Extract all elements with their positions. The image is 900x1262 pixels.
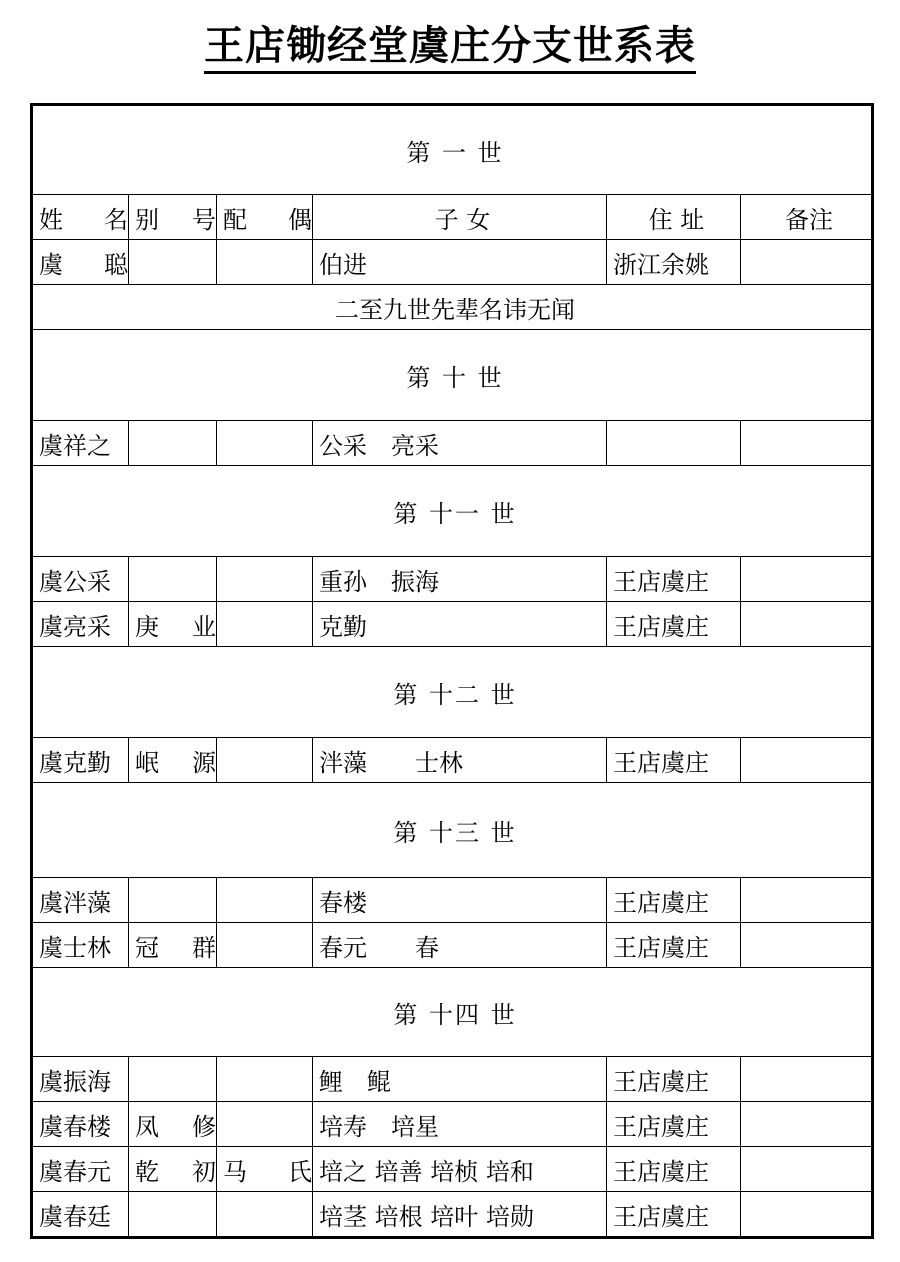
person-name: 虞振海: [32, 1057, 129, 1102]
person-note: [741, 421, 873, 466]
genealogy-table: [30, 103, 874, 1239]
person-note: [741, 1102, 873, 1147]
person-name: 虞春楼: [32, 1102, 129, 1147]
gen10-header-row: [32, 330, 873, 421]
person-spouse: [217, 1192, 313, 1238]
table-row: [32, 602, 873, 647]
person-address: 王店虞庄: [607, 923, 741, 968]
person-alias: 岷 源: [129, 738, 217, 783]
person-spouse: [217, 557, 313, 602]
gen1-header-row: [32, 105, 873, 195]
person-address: 王店虞庄: [607, 1147, 741, 1192]
table-row: [32, 240, 873, 285]
person-children: 春元 春: [313, 923, 607, 968]
person-children: 春楼: [313, 878, 607, 923]
person-alias: 凤 修: [129, 1102, 217, 1147]
person-name: 虞祥之: [32, 421, 129, 466]
person-address: 王店虞庄: [607, 738, 741, 783]
header-address: 住 址: [607, 195, 741, 240]
person-children: 泮藻 士林: [313, 738, 607, 783]
person-children: 伯进: [313, 240, 607, 285]
person-spouse: [217, 923, 313, 968]
person-address: 浙江余姚: [607, 240, 741, 285]
person-spouse: [217, 1057, 313, 1102]
person-spouse: [217, 878, 313, 923]
person-children: 培茎 培根 培叶 培勋: [313, 1192, 607, 1238]
gap-note: 二至九世先辈名讳无闻: [32, 285, 873, 330]
gen14-title: 第 十四 世: [32, 968, 873, 1057]
person-spouse: 马 氏: [217, 1147, 313, 1192]
person-name: 虞 聪: [32, 240, 129, 285]
header-children: 子 女: [313, 195, 607, 240]
person-spouse: [217, 738, 313, 783]
person-note: [741, 1057, 873, 1102]
person-address: 王店虞庄: [607, 602, 741, 647]
person-address: [607, 421, 741, 466]
person-note: [741, 1192, 873, 1238]
person-note: [741, 557, 873, 602]
header-spouse: 配 偶: [217, 195, 313, 240]
table-row: [32, 738, 873, 783]
person-alias: 冠 群: [129, 923, 217, 968]
person-note: [741, 240, 873, 285]
person-spouse: [217, 240, 313, 285]
person-note: [741, 878, 873, 923]
gen10-title: 第 十 世: [32, 330, 873, 421]
person-children: 培之 培善 培桢 培和: [313, 1147, 607, 1192]
person-address: 王店虞庄: [607, 557, 741, 602]
document-title-text: 王店锄经堂虞庄分支世系表: [204, 23, 696, 74]
person-alias: 乾 初: [129, 1147, 217, 1192]
column-header-row: [32, 195, 873, 240]
person-alias: [129, 1057, 217, 1102]
person-name: 虞公采: [32, 557, 129, 602]
table-row: [32, 878, 873, 923]
table-row: [32, 1102, 873, 1147]
person-name: 虞春廷: [32, 1192, 129, 1238]
person-children: 公采 亮采: [313, 421, 607, 466]
table-row: [32, 557, 873, 602]
person-name: 虞亮采: [32, 602, 129, 647]
person-spouse: [217, 1102, 313, 1147]
person-name: 虞克勤: [32, 738, 129, 783]
person-note: [741, 1147, 873, 1192]
person-address: 王店虞庄: [607, 1102, 741, 1147]
person-children: 重孙 振海: [313, 557, 607, 602]
gen11-title: 第 十一 世: [32, 466, 873, 557]
person-note: [741, 738, 873, 783]
table-row: [32, 1147, 873, 1192]
gap-note-row: [32, 285, 873, 330]
person-spouse: [217, 602, 313, 647]
person-alias: [129, 557, 217, 602]
person-alias: [129, 240, 217, 285]
person-address: 王店虞庄: [607, 1192, 741, 1238]
header-alias: 别号: [129, 195, 217, 240]
table-row: [32, 1192, 873, 1238]
person-spouse: [217, 421, 313, 466]
person-children: 鲤 鲲: [313, 1057, 607, 1102]
person-note: [741, 923, 873, 968]
table-row: [32, 923, 873, 968]
person-alias: [129, 421, 217, 466]
header-note: 备注: [741, 195, 873, 240]
gen12-header-row: [32, 647, 873, 738]
gen13-header-row: [32, 783, 873, 878]
header-name: 姓 名: [32, 195, 129, 240]
gen1-title: 第 一 世: [32, 105, 873, 195]
person-name: 虞士林: [32, 923, 129, 968]
person-children: 培寿 培星: [313, 1102, 607, 1147]
document-title: [0, 14, 900, 71]
person-address: 王店虞庄: [607, 878, 741, 923]
person-children: 克勤: [313, 602, 607, 647]
person-name: 虞泮藻: [32, 878, 129, 923]
person-alias: [129, 878, 217, 923]
person-alias: [129, 1192, 217, 1238]
gen14-header-row: [32, 968, 873, 1057]
table-row: [32, 421, 873, 466]
gen13-title: 第 十三 世: [32, 783, 873, 878]
person-name: 虞春元: [32, 1147, 129, 1192]
table-row: [32, 1057, 873, 1102]
gen12-title: 第 十二 世: [32, 647, 873, 738]
person-address: 王店虞庄: [607, 1057, 741, 1102]
person-alias: 庚 业: [129, 602, 217, 647]
person-note: [741, 602, 873, 647]
gen11-header-row: [32, 466, 873, 557]
